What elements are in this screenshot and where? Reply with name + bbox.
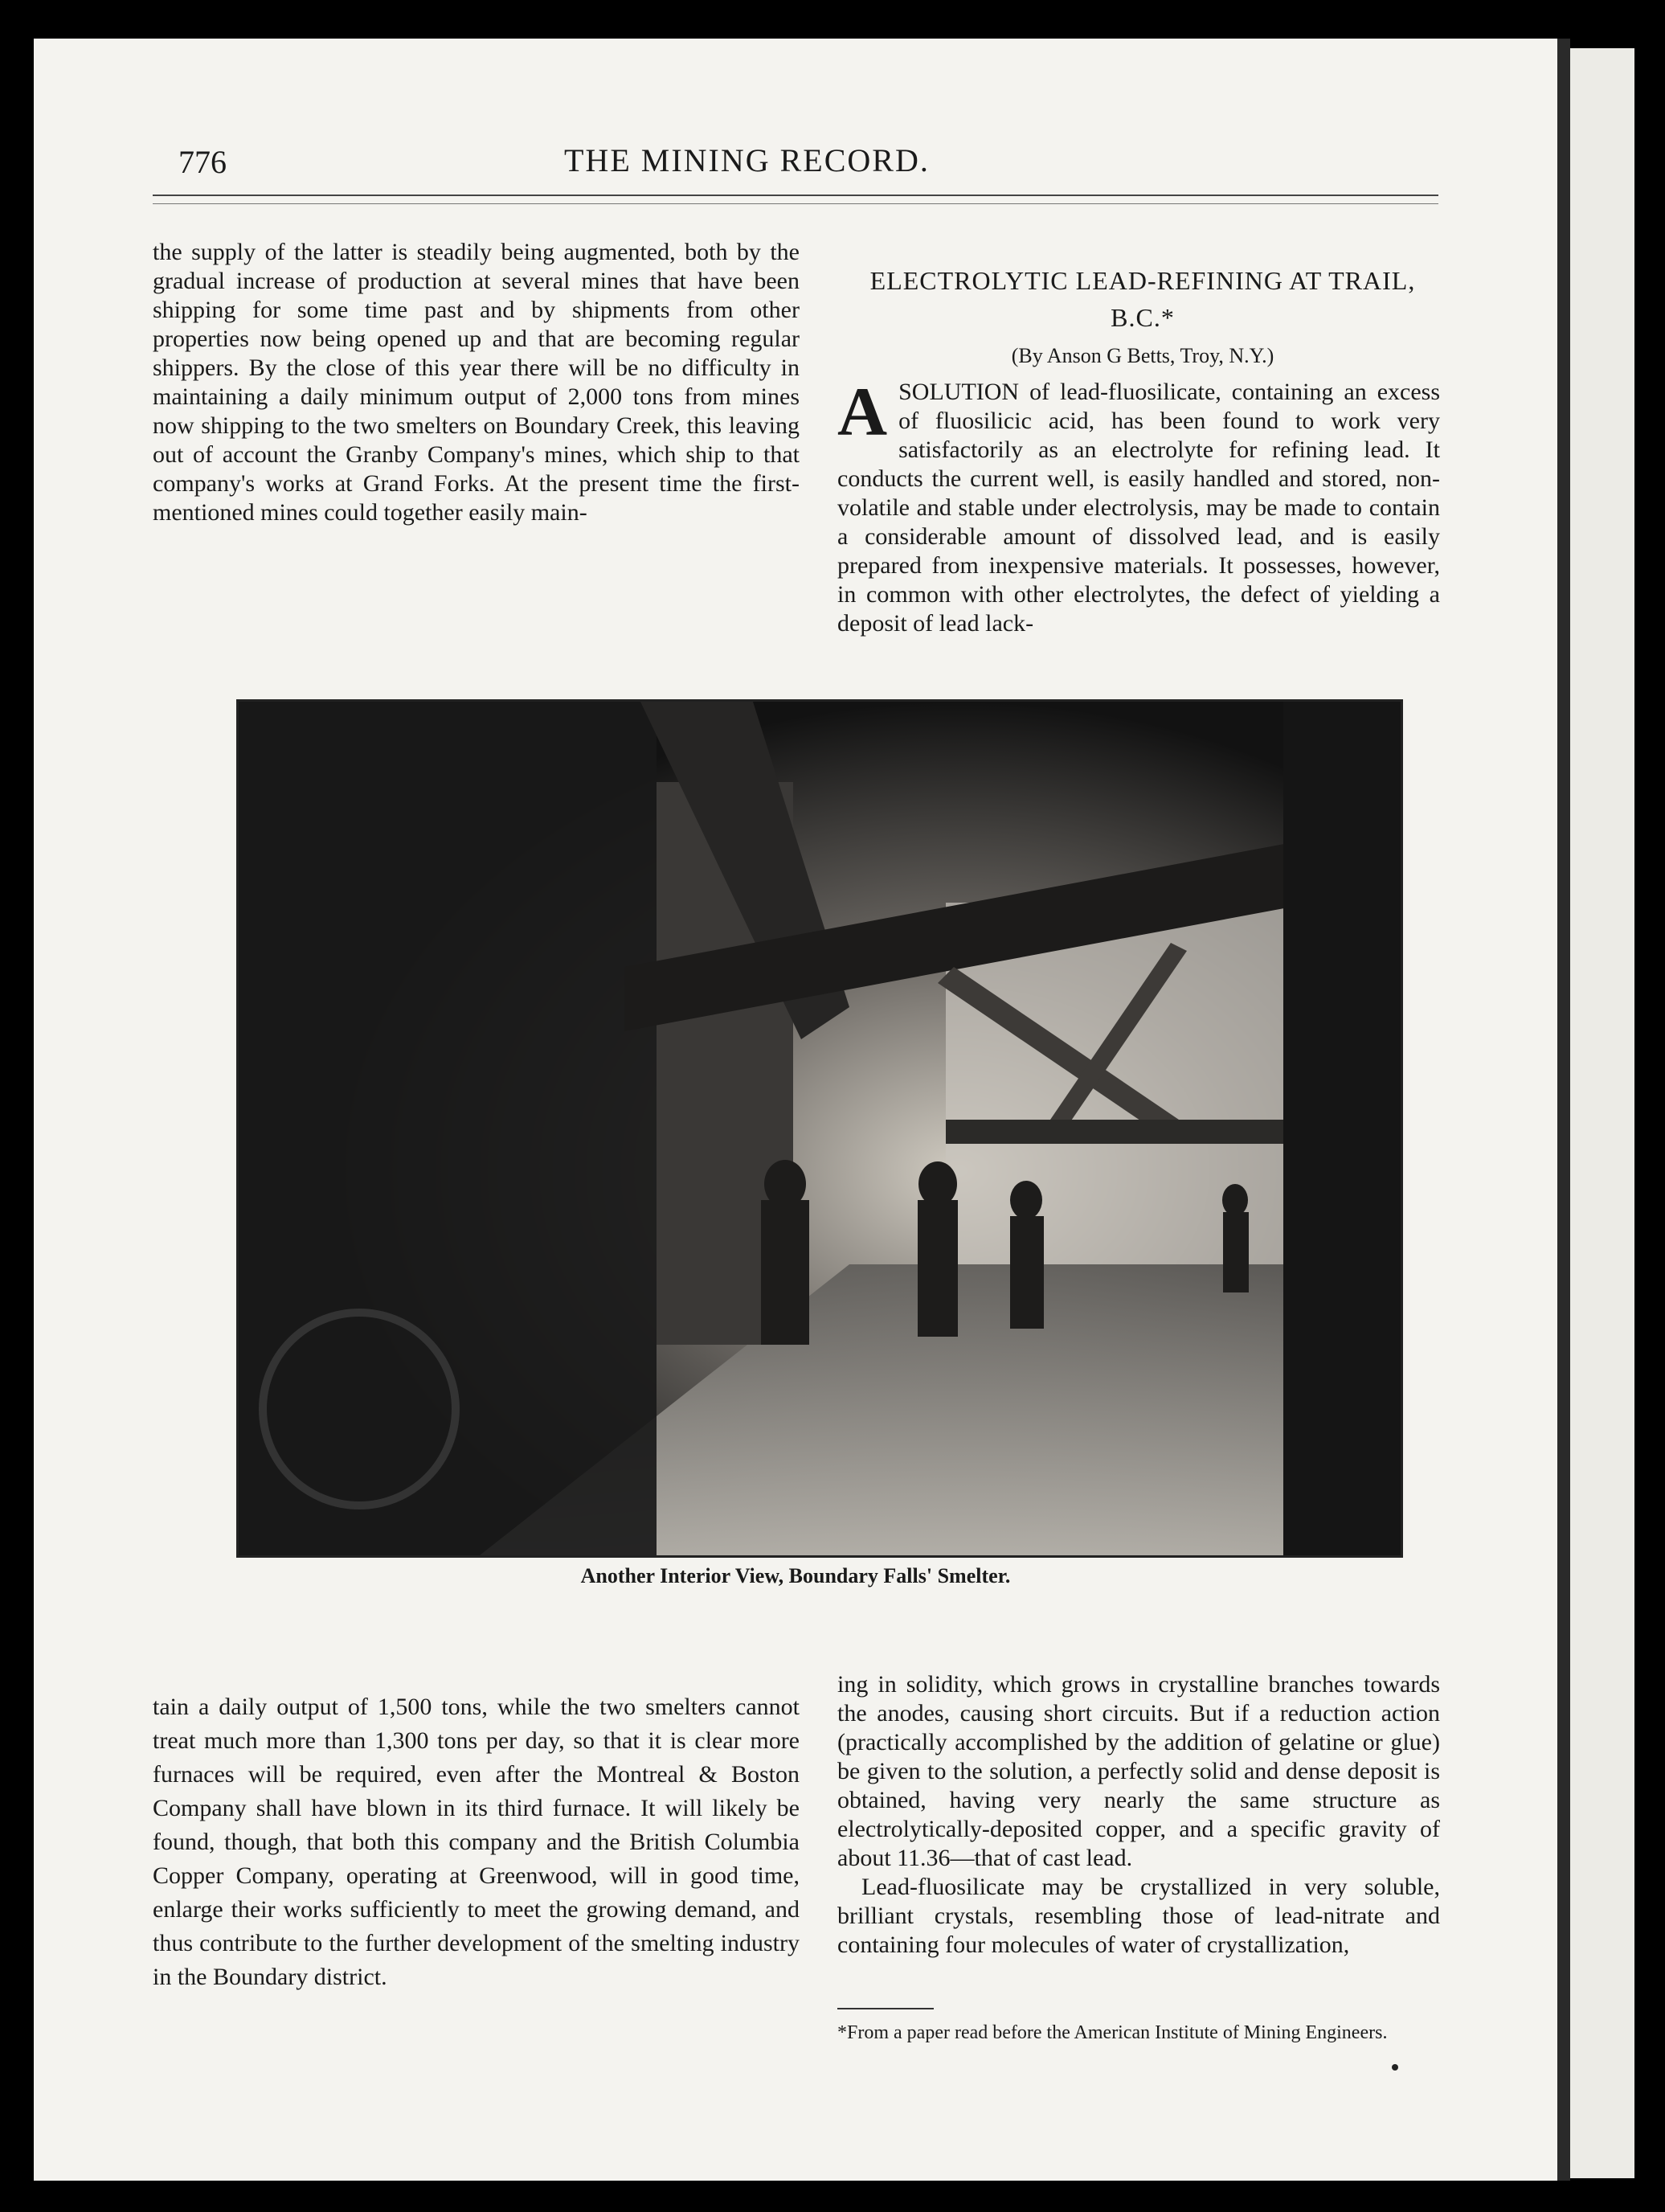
page-number: 776 — [178, 144, 227, 180]
article-intro — [837, 373, 1440, 638]
left-column-bottom — [153, 1690, 800, 1994]
book-spine-shadow — [1557, 39, 1570, 2181]
page — [34, 39, 1557, 2181]
article-byline: (By Anson G Betts, Troy, N.Y.) — [1011, 344, 1274, 367]
left-column-top-text: the supply of the latter is steadily being augmented, both by the gradual increase of production at several mines that have been shipping for some time past and by shipments from other properties now being opened up and that are becoming regular shippers. By the close of this year there will be no difficulty in maintaining a daily minimum output of 2,000 tons from mines now shipping to the two smelters on Boundary Creek, this leaving out of account the Granby Company's mines, which ship to that company's works at Grand Forks. At the present time the first-mentioned mines could together easily main- — [153, 239, 800, 526]
header-rule-thin — [153, 203, 1438, 204]
journal-title: THE MINING RECORD. — [564, 142, 930, 178]
adjacent-page-edge — [1570, 48, 1634, 2178]
drop-cap: A — [837, 373, 888, 450]
article-intro-text: SOLUTION of lead-fluosilicate, containing an excess of fluosilicic acid, has been found to work very satisfactorily as an electrolyte for refining lead. It conducts the current well, is easily handled and stored, non-volatile and stable under electrolysis, may be made to contain a considerable amount of dissolved lead, and is easily prepared from inexpensive materials. It possesses, however, in common with other electrolytes, the defect of yielding a deposit of lead lack- — [837, 379, 1440, 637]
stray-mark — [1392, 2064, 1398, 2071]
left-column-top — [153, 238, 800, 527]
right-bottom-para2: Lead-fluosilicate may be crystallized in very soluble, brilliant crystals, resembling those of lead-nitrate and containing four molecules of water of crystallization, — [837, 1874, 1440, 1958]
smelter-photo — [236, 699, 1403, 1558]
footnote-rule — [837, 2008, 934, 2009]
smelter-photo-image — [239, 702, 1401, 1555]
header-rule — [153, 195, 1438, 196]
right-column-bottom — [837, 1670, 1440, 1960]
right-bottom-para1: ing in solidity, which grows in crystalline branches towards the anodes, causing short circuits. But if a reduction action (practically accomplished by the addition of gelatine or glue) be given to the solution, a perfectly solid and dense deposit is obtained, having very nearly the same structure as electrolytically-deposited copper, and a specific gravity of about 11.36—that of cast lead. — [837, 1671, 1440, 1871]
left-column-bottom-text: tain a daily output of 1,500 tons, while the two smelters cannot treat much more than 1,300 tons per day, so that it is clear more furnaces will be required, even after the Montreal & Boston Company shall have blown in its third furnace. It will likely be found, though, that both this company and the British Columbia Copper Company, operating at Greenwood, will in good time, enlarge their works sufficiently to meet the growing demand, and thus contribute to the further development of the smelting industry in the Boundary district. — [153, 1694, 800, 1990]
footnote: *From a paper read before the American Institute of Mining Engineers. — [837, 2022, 1388, 2043]
figure-caption: Another Interior View, Boundary Falls' Smelter. — [580, 1564, 1011, 1587]
article-title: ELECTROLYTIC LEAD-REFINING AT TRAIL, B.C.* — [869, 266, 1416, 332]
